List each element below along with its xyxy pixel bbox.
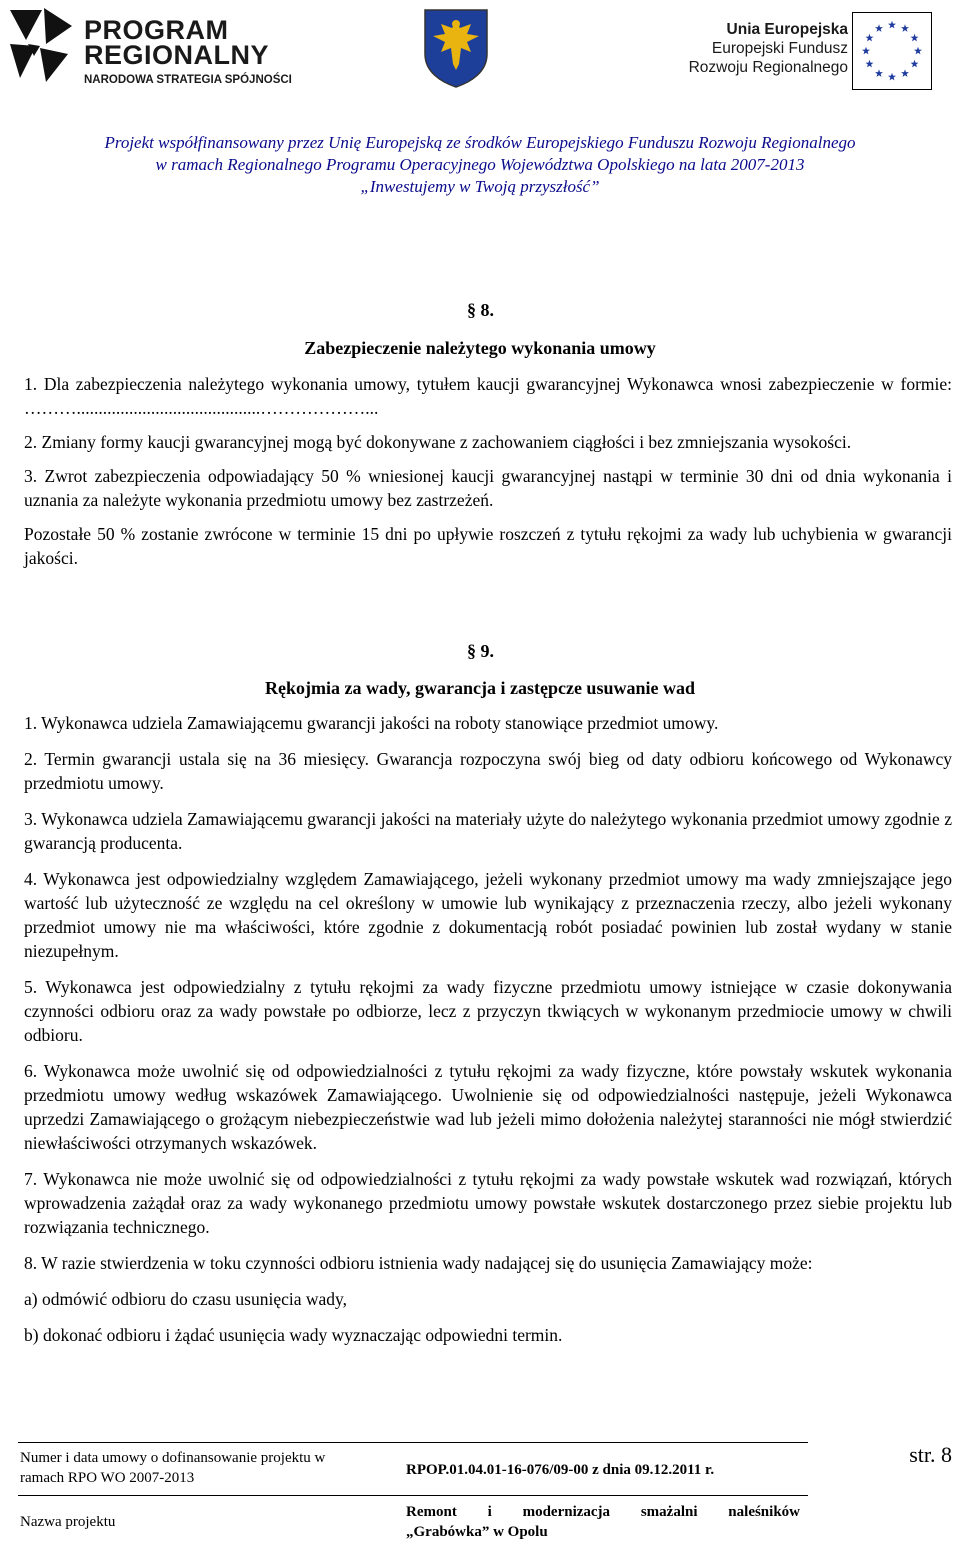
section-8-number: § 8. [467, 300, 494, 320]
opolskie-coat-of-arms-icon [423, 8, 489, 88]
footer-project-name-line-2: „Grabówka” w Opolu [406, 1524, 548, 1540]
footer-contract-label [20, 1448, 390, 1488]
section-8-body [24, 372, 952, 570]
logo-line-strategy: NARODOWA STRATEGIA SPÓJNOŚCI [84, 74, 292, 86]
program-regionalny-logo [6, 4, 296, 90]
footer-middle-rule [18, 1495, 808, 1496]
footer-contract-number: RPOP.01.04.01-16-076/09-00 z dnia 09.12.2011 r. [406, 1462, 715, 1478]
section-8-paragraph-4: Pozostałe 50 % zostanie zwrócone w terminie 15 dni po upływie roszczeń z tytułu rękojmi za wady lub uchybienia w gwarancji jakości. [24, 524, 952, 568]
footer-project-label: Nazwa projektu [20, 1514, 116, 1530]
footer-top-rule [18, 1442, 808, 1443]
section-9-title: Rękojmia za wady, gwarancja i zastępcze usuwanie wad [265, 678, 695, 698]
eu-flag-icon [852, 12, 932, 90]
project-funding-header [0, 132, 960, 198]
project-funding-line-1: Projekt współfinansowany przez Unię Europejską ze środków Europejskiego Funduszu Rozwoju Regionalnego [104, 133, 856, 152]
section-9-item-b: b) dokonać odbioru i żądać usunięcia wady wyznaczając odpowiedni termin. [24, 1325, 563, 1345]
section-9-body [24, 711, 952, 1347]
footer-contract-label-line-1: Numer i data umowy o dofinansowanie projektu w [20, 1450, 326, 1466]
eu-label [689, 20, 848, 77]
section-9-paragraph-6: 6. Wykonawca może uwolnić się od odpowiedzialności z tytułu rękojmi za wady fizyczne, które powstały wskutek wykonania przedmiotu umowy według wskazówek Zamawiającego. Uwolnienie się od odpowiedzialności następuje, jeżeli Wykonawca uprzedzi Zamawiającego o grożącym niebezpieczeństwie wad lub jeżeli mimo dołożenia należytej staranności nie mógł stwierdzić niewłaściwości otrzymanych wskazówek. [24, 1061, 952, 1153]
project-funding-line-2: w ramach Regionalnego Programu Operacyjnego Województwa Opolskiego na lata 2007-2013 [155, 155, 805, 174]
section-9-paragraph-2: 2. Termin gwarancji ustala się na 36 miesięcy. Gwarancja rozpoczyna swój bieg od daty odbioru końcowego od Wykonawcy przedmiotu umowy. [24, 749, 952, 793]
project-funding-slogan: „Inwestujemy w Twoją przyszłość” [360, 177, 600, 196]
section-9-number: § 9. [467, 641, 494, 661]
section-9-paragraph-1: 1. Wykonawca udziela Zamawiającemu gwarancji jakości na roboty stanowiące przedmiot umowy. [24, 713, 719, 733]
logo-line-regionalny: REGIONALNY [84, 40, 270, 70]
section-9-paragraph-7: 7. Wykonawca nie może uwolnić się od odpowiedzialności z tytułu rękojmi za wady powstałe wskutek wad rozwiązań, których wprowadzenia zażądał oraz za wady wykonanego przedmiotu umowy powstałe wskutek dostarczonego przez siebie projektu lub rozwiązania technicznego. [24, 1169, 952, 1237]
footer-project-name-line-1: Remont i modernizacja smażalni naleśników [406, 1504, 800, 1520]
footer-project-name [406, 1502, 800, 1542]
eu-line-regional: Rozwoju Regionalnego [688, 59, 848, 76]
eu-line-fund: Europejski Fundusz [711, 40, 848, 57]
section-9-item-a: a) odmówić odbioru do czasu usunięcia wady, [24, 1289, 348, 1309]
section-8-paragraph-1: 1. Dla zabezpieczenia należytego wykonania umowy, tytułem kaucji gwarancyjnej Wykonawca wnosi zabezpieczenie w formie: ………..........................................………………... [24, 374, 952, 418]
section-9-paragraph-8: 8. W razie stwierdzenia w toku czynności odbioru istnienia wady nadającej się do usunięcia Zamawiający może: [24, 1253, 813, 1273]
footer-contract-label-line-2: ramach RPO WO 2007-2013 [20, 1470, 195, 1486]
section-8-title: Zabezpieczenie należytego wykonania umowy [304, 338, 656, 358]
section-8-paragraph-3: 3. Zwrot zabezpieczenia odpowiadający 50 % wniesionej kaucji gwarancyjnej nastąpi w terminie 30 dni od dnia wykonania i uznania za należyte wykonania przedmiotu umowy bez zastrzeżeń. [24, 466, 952, 510]
page-number: str. 8 [909, 1442, 952, 1467]
logo-line-program: PROGRAM [84, 15, 229, 45]
section-9-paragraph-5: 5. Wykonawca jest odpowiedzialny z tytułu rękojmi za wady fizyczne przedmiotu umowy istniejące w czasie dokonywania czynności odbioru oraz za wady powstałe po odbiorze, lecz z przyczyn tkwiących w wykonanym przedmiocie umowy w chwili odbioru. [24, 977, 952, 1045]
section-8-paragraph-2: 2. Zmiany formy kaucji gwarancyjnej mogą być dokonywane z zachowaniem ciągłości i bez zmniejszania wysokości. [24, 432, 852, 452]
program-regionalny-emblem-icon [6, 4, 76, 84]
section-9-paragraph-3: 3. Wykonawca udziela Zamawiającemu gwarancji jakości na materiały użyte do należytego wykonania przedmiot umowy zgodnie z gwarancją producenta. [24, 809, 952, 853]
section-9-paragraph-4: 4. Wykonawca jest odpowiedzialny względem Zamawiającego, jeżeli wykonany przedmiot umowy ma wady zmniejszające jego wartość lub użyteczność ze względu na cel określony w umowie lub wynikający z przeznaczenia rzeczy, albo jeżeli wykonany przedmiot umowy nie ma właściwości, które zgodnie z dokumentacją robót posiadać powinien lub został wydany w stanie niezupełnym. [24, 869, 952, 961]
eu-line-union: Unia Europejska [726, 21, 848, 38]
